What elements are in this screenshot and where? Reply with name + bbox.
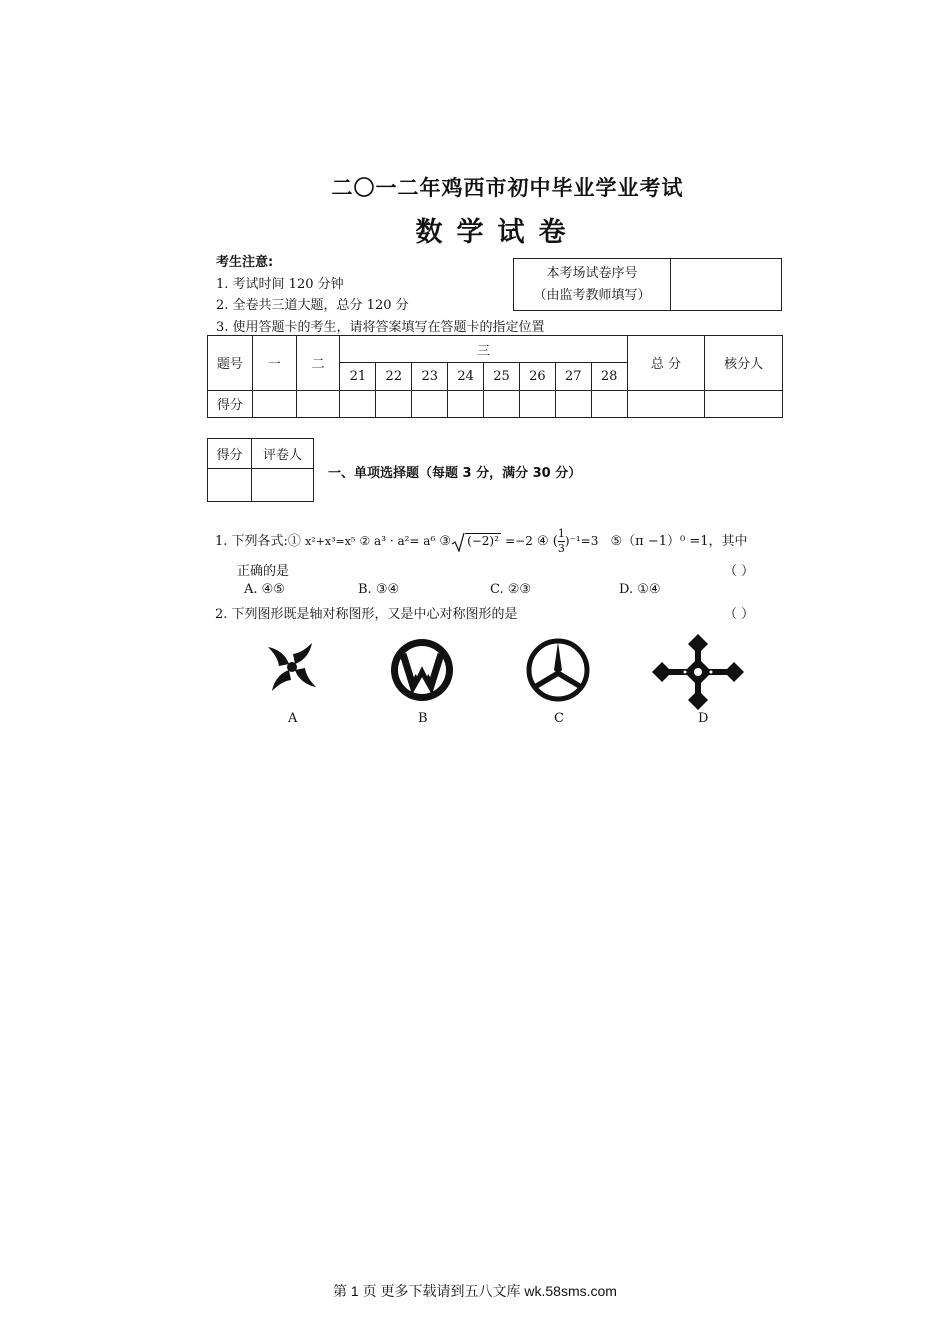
notice-item: 3. 使用答题卡的考生，请将答案填写在答题卡的指定位置 bbox=[216, 320, 545, 335]
sub-col-header: 27 bbox=[555, 363, 591, 390]
sub-col-header: 21 bbox=[340, 363, 376, 390]
notice-heading: 考生注意: bbox=[216, 255, 274, 270]
sub-col-header: 28 bbox=[591, 363, 627, 390]
col-header: 三 bbox=[340, 336, 627, 363]
figure-label-b: B bbox=[418, 711, 428, 726]
exam-title: 二〇一二年鸡西市初中毕业学业考试 bbox=[331, 176, 684, 200]
figure-label-a: A bbox=[288, 711, 298, 726]
fraction: $\frac{1}{3}$ bbox=[557, 527, 565, 555]
grader-box bbox=[207, 438, 314, 502]
sub-col-header: 26 bbox=[519, 363, 555, 390]
col-header: 一 bbox=[252, 336, 296, 391]
figure-label-c: C bbox=[554, 711, 564, 726]
score-cell[interactable] bbox=[705, 390, 783, 417]
question-1-cont: 正确的是 bbox=[237, 564, 290, 579]
exam-subtitle: 数学试卷 bbox=[415, 217, 580, 248]
figure-label-d: D bbox=[698, 711, 709, 726]
serial-label: 本考场试卷序号 （由监考教师填写） bbox=[514, 259, 671, 311]
answer-paren: （ ） bbox=[724, 607, 755, 622]
option-a: A. ④⑤ bbox=[244, 582, 285, 597]
answer-paren: （ ） bbox=[724, 564, 755, 579]
score-cell[interactable] bbox=[591, 390, 627, 417]
grader-score-label: 得分 bbox=[208, 439, 252, 469]
vw-logo-icon bbox=[389, 634, 455, 704]
diamond-cross-icon bbox=[652, 634, 744, 710]
option-b: B. ③④ bbox=[358, 582, 400, 597]
col-header-total: 总 分 bbox=[627, 336, 705, 391]
grader-score-cell[interactable] bbox=[208, 469, 252, 502]
question-1-stem: 1. 下列各式:① x²+x³=x⁵ ② a³ · a²= a⁶ ③ (−2)² =−2 ④ ( $\frac{1}{3}$ )⁻¹=3 ⑤（π −1）⁰ =1，其中 bbox=[215, 527, 748, 555]
col-header-checker: 核分人 bbox=[705, 336, 783, 391]
pinwheel-icon bbox=[260, 634, 324, 700]
page-footer: 第 1 页 更多下载请到五八文库 wk.58sms.com bbox=[333, 1283, 617, 1299]
option-d: D. ①④ bbox=[619, 582, 661, 597]
sub-col-header: 25 bbox=[484, 363, 520, 390]
serial-field[interactable] bbox=[671, 259, 782, 311]
star-circle-icon bbox=[525, 634, 591, 704]
serial-box bbox=[513, 258, 782, 311]
notice-item: 2. 全卷共三道大题，总分 120 分 bbox=[216, 298, 409, 313]
grader-reviewer-label: 评卷人 bbox=[252, 439, 314, 469]
score-cell[interactable] bbox=[376, 390, 412, 417]
sub-col-header: 24 bbox=[448, 363, 484, 390]
question-2-stem: 2. 下列图形既是轴对称图形，又是中心对称图形的是 bbox=[215, 607, 518, 622]
score-cell[interactable] bbox=[252, 390, 296, 417]
score-cell[interactable] bbox=[340, 390, 376, 417]
row-label: 题号 bbox=[208, 336, 253, 391]
sqrt-icon bbox=[451, 532, 465, 552]
score-cell[interactable] bbox=[484, 390, 520, 417]
section-title: 一、单项选择题（每题 3 分，满分 30 分） bbox=[328, 466, 582, 481]
score-cell[interactable] bbox=[412, 390, 448, 417]
score-row-label: 得分 bbox=[208, 390, 253, 417]
option-c: C. ②③ bbox=[490, 582, 532, 597]
sub-col-header: 22 bbox=[376, 363, 412, 390]
score-cell[interactable] bbox=[296, 390, 340, 417]
score-cell[interactable] bbox=[627, 390, 705, 417]
score-table bbox=[207, 335, 783, 418]
notice-item: 1. 考试时间 120 分钟 bbox=[216, 277, 344, 292]
score-cell[interactable] bbox=[448, 390, 484, 417]
col-header: 二 bbox=[296, 336, 340, 391]
sub-col-header: 23 bbox=[412, 363, 448, 390]
grader-reviewer-cell[interactable] bbox=[252, 469, 314, 502]
score-cell[interactable] bbox=[519, 390, 555, 417]
score-cell[interactable] bbox=[555, 390, 591, 417]
